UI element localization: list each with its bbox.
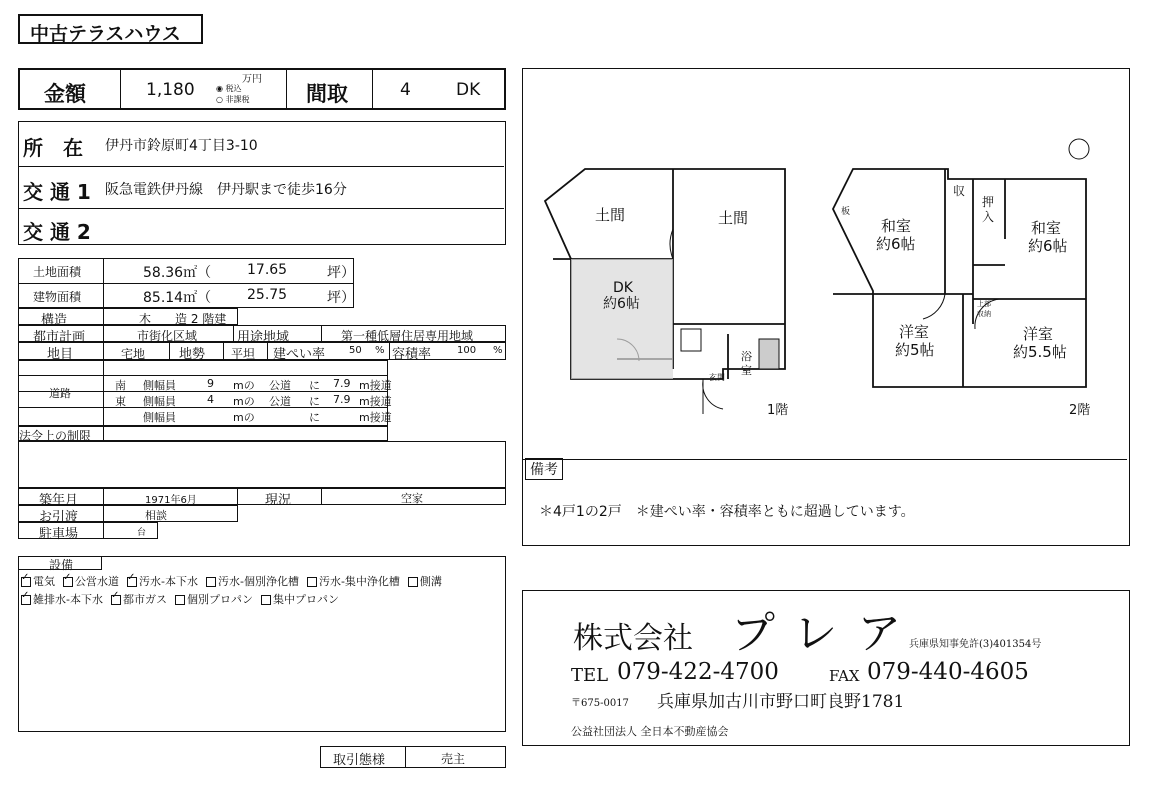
tel-label: TEL xyxy=(571,665,609,686)
area-table xyxy=(18,258,354,308)
landtype-row xyxy=(18,342,506,360)
remarks-text: ＊4戸1の2戸 ＊建ぺい率・容積率ともに超過しています。 xyxy=(539,504,915,520)
tax-option-exempt: ○ 非課税 xyxy=(216,95,250,104)
f2-upper-storage-2: 収納 xyxy=(977,310,991,318)
land-type-value: 宅地 xyxy=(121,347,146,361)
road-width: 9 xyxy=(207,377,214,390)
floorplan-drawing xyxy=(523,69,1127,459)
bcr-label: 建ぺい率 xyxy=(273,347,326,362)
f2-ita: 板 xyxy=(841,207,851,217)
f1-doma-1: 土間 xyxy=(595,206,626,224)
facility-label: 汚水-集中浄化槽 xyxy=(318,575,400,588)
f2-wa-2-size: 約6帖 xyxy=(1028,237,1068,255)
building-area-m2: 85.14㎡（ xyxy=(143,290,212,306)
facility-item[interactable] xyxy=(111,593,167,606)
building-area-tsubo: 25.75 xyxy=(247,287,288,303)
company-name: プレア xyxy=(731,608,922,659)
facility-item[interactable] xyxy=(307,575,400,588)
road-ni: に xyxy=(309,411,320,424)
facility-item[interactable] xyxy=(206,575,299,588)
road-mid: 側幅員 xyxy=(143,411,176,424)
layout-type: DK xyxy=(456,80,481,100)
facilities-row-2 xyxy=(21,591,347,607)
f1-floor-label: 1階 xyxy=(767,403,789,418)
structure-value: 木 造 2 階建 xyxy=(139,312,227,326)
far-label: 容積率 xyxy=(392,347,432,362)
facility-label: 集中プロパン xyxy=(272,593,339,606)
land-area-tsubo: 17.65 xyxy=(247,262,288,278)
land-area-label: 土地面積 xyxy=(33,265,82,279)
unchecked-box-icon[interactable] xyxy=(261,595,271,605)
zoning-label: 用途地域 xyxy=(237,330,290,345)
parking-value: 台 xyxy=(137,528,147,538)
road-mid: 側幅員 xyxy=(143,379,176,392)
page-title-box xyxy=(18,14,203,44)
road-type: 公道 xyxy=(269,379,291,392)
road-row xyxy=(19,407,392,424)
f2-floor-label: 2階 xyxy=(1069,403,1091,418)
road-type: 公道 xyxy=(269,395,291,408)
facility-item[interactable] xyxy=(21,593,103,606)
urban-plan-label: 都市計画 xyxy=(33,330,86,345)
company-license: 兵庫県知事免許(3)401354号 xyxy=(909,639,1042,650)
f1-dk: DK xyxy=(613,280,633,296)
parking-label: 駐車場 xyxy=(39,527,79,542)
price-unit: 万円 xyxy=(242,74,262,85)
facility-label: 電気 xyxy=(33,575,55,588)
f2-upper-storage-1: 上部 xyxy=(977,300,991,308)
transaction-value: 売主 xyxy=(441,752,466,766)
bcr-pct: % xyxy=(375,345,385,356)
price-row xyxy=(18,68,506,110)
layout-number: 4 xyxy=(400,80,411,100)
road-label: 道路 xyxy=(49,387,71,400)
bcr-value: 50 xyxy=(349,345,362,356)
checked-box-icon[interactable] xyxy=(127,577,137,587)
tel-value: 079-422-4700 xyxy=(617,659,779,685)
road-dir: 南 xyxy=(115,379,126,392)
checked-box-icon[interactable] xyxy=(63,577,73,587)
status-value: 空家 xyxy=(401,492,423,505)
unchecked-box-icon[interactable] xyxy=(206,577,216,587)
road-m: mの xyxy=(233,395,255,408)
road-end: m接道 xyxy=(359,379,392,392)
address-value: 伊丹市鈴原町4丁目3-10 xyxy=(105,138,258,154)
fax-value: 079-440-4605 xyxy=(867,659,1029,685)
facility-label: 汚水-個別浄化槽 xyxy=(217,575,299,588)
price-label: 金額 xyxy=(44,82,86,106)
terrain-label: 地勢 xyxy=(179,347,206,362)
handover-value: 相談 xyxy=(145,509,167,522)
fax-label: FAX xyxy=(829,667,860,685)
road-width: 4 xyxy=(207,393,214,406)
far-pct: % xyxy=(493,345,503,356)
law-label: 法令上の制限 xyxy=(19,429,92,443)
facility-label: 汚水-本下水 xyxy=(139,575,198,588)
land-area-m2: 58.36㎡（ xyxy=(143,265,212,281)
facility-label: 雑排水-本下水 xyxy=(33,593,103,606)
company-prefix: 株式会社 xyxy=(573,621,693,656)
f2-oshiire-1: 押 xyxy=(982,195,995,209)
facility-item[interactable] xyxy=(261,593,339,606)
f1-dk-size: 約6帖 xyxy=(603,296,640,312)
structure-row xyxy=(18,308,238,328)
road-block xyxy=(18,360,392,426)
transport2-label: 交 通 2 xyxy=(23,220,91,244)
built-value: 1971年6月 xyxy=(145,495,197,506)
page-title: 中古テラスハウス xyxy=(30,23,181,45)
road-m: mの xyxy=(233,411,255,424)
f2-yo-2-size: 約5.5帖 xyxy=(1013,343,1067,361)
f2-wa-1-size: 約6帖 xyxy=(876,235,916,253)
far-value: 100 xyxy=(457,345,477,356)
road-ni: に xyxy=(309,379,320,392)
urban-plan-value: 市街化区域 xyxy=(137,329,198,343)
checked-box-icon[interactable] xyxy=(21,577,31,587)
road-end: m接道 xyxy=(359,411,392,424)
facility-label: 個別プロパン xyxy=(186,593,253,606)
checked-box-icon[interactable] xyxy=(111,595,121,605)
road-end: m接道 xyxy=(359,395,392,408)
f2-yo-1: 洋室 xyxy=(899,323,930,341)
facility-item[interactable] xyxy=(175,593,253,606)
road-ni: に xyxy=(309,395,320,408)
facility-item[interactable] xyxy=(408,575,442,588)
zoning-value: 第一種低層住居専用地域 xyxy=(341,329,474,343)
transaction-label: 取引態様 xyxy=(333,753,386,768)
land-type-label: 地目 xyxy=(47,347,74,362)
facility-item[interactable] xyxy=(21,575,55,588)
remarks-label: 備考 xyxy=(525,458,563,480)
land-tsubo-unit: 坪） xyxy=(327,265,355,281)
transaction-box xyxy=(320,746,506,768)
f2-oshiire-2: 入 xyxy=(982,210,995,224)
facility-label: 都市ガス xyxy=(122,593,167,606)
f2-yo-2: 洋室 xyxy=(1023,325,1054,343)
unchecked-box-icon[interactable] xyxy=(175,595,185,605)
association-name: 公益社団法人 全日本不動産協会 xyxy=(571,725,729,738)
road-dir: 東 xyxy=(115,395,126,408)
law-block xyxy=(18,441,506,488)
f2-wa-2: 和室 xyxy=(1031,219,1062,237)
location-block xyxy=(18,121,506,245)
road-row xyxy=(19,391,392,408)
f1-entry: 玄関 xyxy=(709,373,725,382)
f2-storage: 収 xyxy=(953,184,966,198)
f1-bath-2: 室 xyxy=(741,364,752,377)
f1-bath-1: 浴 xyxy=(741,350,752,363)
postal-code: 〒675-0017 xyxy=(571,698,629,709)
road-m: mの xyxy=(233,379,255,392)
f2-wa-1: 和室 xyxy=(881,217,912,235)
facilities-block xyxy=(18,556,506,732)
unchecked-box-icon[interactable] xyxy=(307,577,317,587)
f2-yo-1-size: 約5帖 xyxy=(895,341,935,359)
f1-doma-2: 土間 xyxy=(718,209,749,227)
road-mid: 側幅員 xyxy=(143,395,176,408)
floorplan-panel xyxy=(522,68,1130,546)
handover-label: お引渡 xyxy=(39,510,79,525)
facility-label: 側溝 xyxy=(419,575,442,588)
unchecked-box-icon[interactable] xyxy=(408,577,418,587)
facilities-title: 設備 xyxy=(49,558,74,572)
facility-label: 公営水道 xyxy=(75,575,119,588)
tax-option-included: ◉ 税込 xyxy=(216,84,242,93)
handover-row xyxy=(18,505,238,525)
layout-label: 間取 xyxy=(306,82,348,106)
built-row xyxy=(18,488,506,508)
facilities-row-1 xyxy=(21,573,450,589)
transport1-label: 交 通 1 xyxy=(23,180,91,204)
road-row xyxy=(19,375,392,392)
price-value: 1,180 xyxy=(146,80,195,100)
building-area-label: 建物面積 xyxy=(33,290,82,304)
status-label: 現況 xyxy=(265,493,292,508)
transport1-value: 阪急電鉄伊丹線 伊丹駅まで徒歩16分 xyxy=(105,182,347,198)
road-len: 7.9 xyxy=(333,377,351,390)
parking-row xyxy=(18,522,158,542)
built-label: 築年月 xyxy=(39,493,79,508)
law-label-row xyxy=(18,426,388,441)
facility-item[interactable] xyxy=(63,575,119,588)
building-tsubo-unit: 坪） xyxy=(327,290,355,306)
facility-item[interactable] xyxy=(127,575,198,588)
checked-box-icon[interactable] xyxy=(21,595,31,605)
planning-row xyxy=(18,325,506,345)
terrain-value: 平坦 xyxy=(231,347,256,361)
structure-label: 構造 xyxy=(41,313,68,328)
company-box xyxy=(522,590,1130,746)
company-address: 兵庫県加古川市野口町良野1781 xyxy=(657,692,905,712)
address-label: 所 在 xyxy=(23,136,83,160)
road-len: 7.9 xyxy=(333,393,351,406)
